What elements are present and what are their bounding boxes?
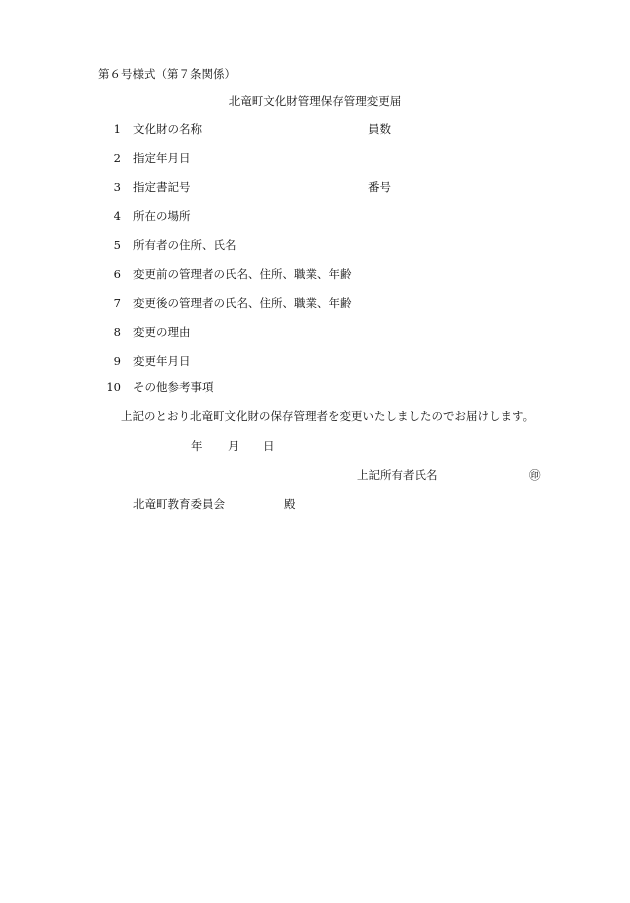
item-number: 2 — [113, 151, 121, 165]
item-label: その他参考事項 — [133, 380, 214, 394]
owner-name-label: 上記所有者氏名 — [357, 468, 438, 482]
item-number: 6 — [113, 267, 121, 281]
list-item — [0, 296, 630, 310]
item-number: 9 — [113, 354, 121, 368]
item-number: 5 — [113, 238, 121, 252]
item-number: 1 — [113, 122, 121, 136]
item-label: 変更前の管理者の氏名、住所、職業、年齢 — [133, 267, 352, 281]
item-label: 文化財の名称 — [133, 122, 202, 136]
item-number: 7 — [113, 296, 121, 310]
list-item — [0, 354, 630, 368]
document-title: 北竜町文化財管理保存管理変更届 — [228, 94, 402, 108]
item-label: 所在の場所 — [133, 209, 191, 223]
form-number-label: 第６号様式（第７条関係） — [98, 67, 236, 81]
list-item — [0, 325, 630, 339]
item-label: 指定書記号 — [133, 180, 191, 194]
item-number: 4 — [113, 209, 121, 223]
recipient-name: 北竜町教育委員会 — [133, 497, 225, 511]
list-item — [0, 180, 630, 194]
item-label: 所有者の住所、氏名 — [133, 238, 237, 252]
list-item — [0, 238, 630, 252]
item-number: 3 — [113, 180, 121, 194]
item-label: 変更の理由 — [133, 325, 191, 339]
statement-text: 上記のとおり北竜町文化財の保存管理者を変更いたしましたのでお届けします。 — [121, 409, 535, 423]
date-year-label: 年 — [191, 439, 203, 453]
date-month-label: 月 — [228, 439, 240, 453]
item-label: 変更後の管理者の氏名、住所、職業、年齢 — [133, 296, 352, 310]
item-number: 10 — [106, 380, 121, 394]
list-item — [0, 151, 630, 165]
item-label: 指定年月日 — [133, 151, 191, 165]
list-item — [0, 122, 630, 136]
list-item — [0, 209, 630, 223]
item-side-label: 員数 — [368, 122, 391, 136]
item-side-label: 番号 — [368, 180, 391, 194]
item-label: 変更年月日 — [133, 354, 191, 368]
recipient-honorific: 殿 — [284, 497, 296, 511]
list-item — [0, 380, 630, 394]
date-day-label: 日 — [263, 439, 275, 453]
list-item — [0, 267, 630, 281]
item-number: 8 — [113, 325, 121, 339]
seal-mark: ㊞ — [529, 468, 541, 482]
